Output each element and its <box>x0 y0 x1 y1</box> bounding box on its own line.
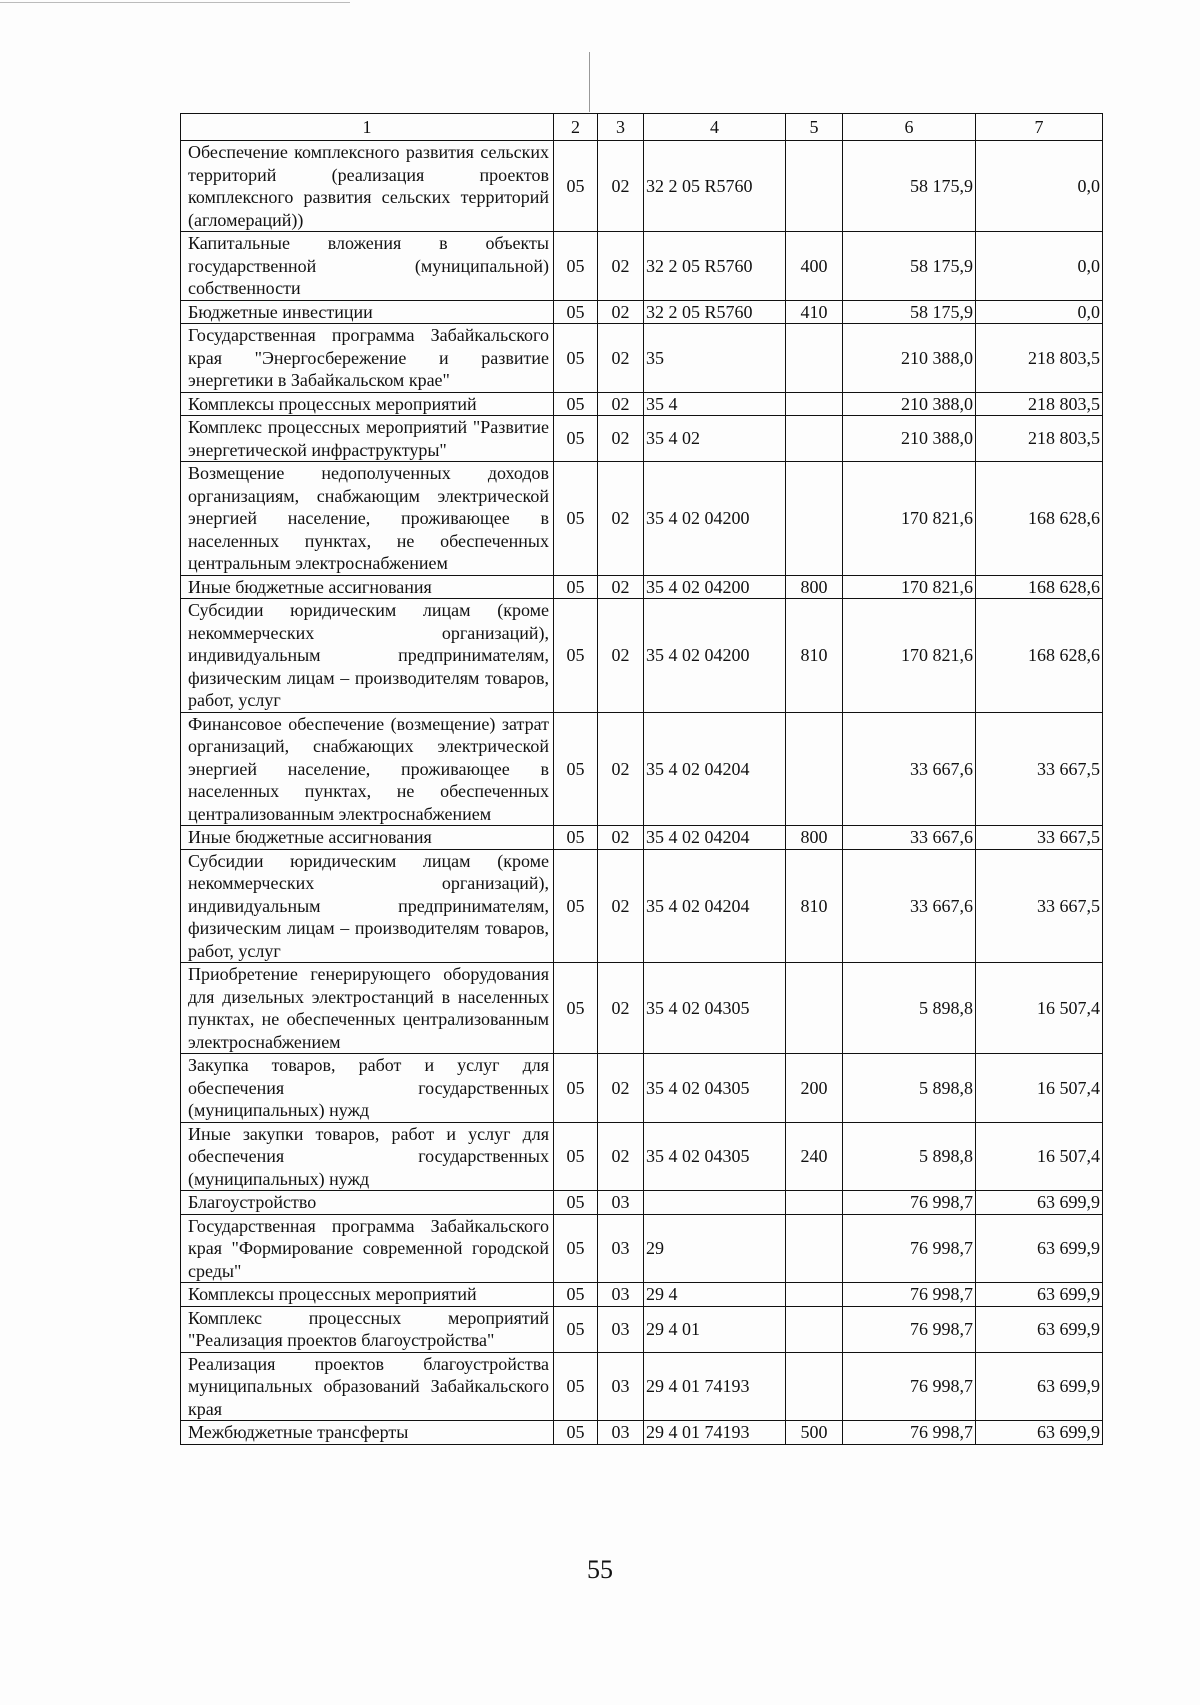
header-cell-4: 4 <box>644 114 786 141</box>
row-section-cell: 05 <box>554 1054 598 1123</box>
row-subsection-cell: 02 <box>598 826 644 850</box>
row-target-article-cell: 35 <box>644 324 786 393</box>
row-subsection-cell: 02 <box>598 1054 644 1123</box>
row-amount-year2-cell: 16 507,4 <box>976 963 1103 1054</box>
row-name-cell: Закупка товаров, работ и услуг для обеспечения государственных (муниципальных) нужд <box>181 1054 554 1123</box>
row-amount-year2-cell: 63 699,9 <box>976 1421 1103 1445</box>
row-expense-type-cell: 400 <box>786 232 843 301</box>
row-amount-year2-cell: 0,0 <box>976 232 1103 301</box>
row-target-article-cell: 29 <box>644 1214 786 1283</box>
row-amount-year2-cell: 63 699,9 <box>976 1214 1103 1283</box>
row-amount-year2-cell: 33 667,5 <box>976 849 1103 963</box>
header-cell-5: 5 <box>786 114 843 141</box>
row-name-cell: Государственная программа Забайкальского края "Энергосбережение и развитие энергетики в Забайкальском крае" <box>181 324 554 393</box>
row-expense-type-cell: 500 <box>786 1421 843 1445</box>
row-section-cell: 05 <box>554 575 598 599</box>
row-name-cell: Комплексы процессных мероприятий <box>181 392 554 416</box>
row-subsection-cell: 03 <box>598 1283 644 1307</box>
row-target-article-cell <box>644 1191 786 1215</box>
row-subsection-cell: 02 <box>598 849 644 963</box>
table-row <box>181 1054 1103 1123</box>
row-subsection-cell: 03 <box>598 1191 644 1215</box>
row-name-cell: Финансовое обеспечение (возмещение) затрат организаций, снабжающих электрической энергией население, проживающее в населенных пунктах, не обеспеченных централизованным электроснабжением <box>181 712 554 826</box>
row-name-cell: Обеспечение комплексного развития сельских территорий (реализация проектов комплексного развития сельских территорий (агломераций)) <box>181 141 554 232</box>
header-row <box>181 114 1103 141</box>
row-expense-type-cell <box>786 1283 843 1307</box>
row-section-cell: 05 <box>554 599 598 713</box>
row-amount-year2-cell: 63 699,9 <box>976 1352 1103 1421</box>
row-subsection-cell: 02 <box>598 392 644 416</box>
table-row <box>181 141 1103 232</box>
row-amount-year2-cell: 218 803,5 <box>976 392 1103 416</box>
row-amount-year1-cell: 76 998,7 <box>843 1421 976 1445</box>
row-name-cell: Государственная программа Забайкальского края "Формирование современной городской среды" <box>181 1214 554 1283</box>
row-subsection-cell: 03 <box>598 1306 644 1352</box>
row-section-cell: 05 <box>554 1421 598 1445</box>
row-amount-year1-cell: 210 388,0 <box>843 324 976 393</box>
row-section-cell: 05 <box>554 462 598 576</box>
row-amount-year2-cell: 168 628,6 <box>976 462 1103 576</box>
row-name-cell: Реализация проектов благоустройства муниципальных образований Забайкальского края <box>181 1352 554 1421</box>
row-expense-type-cell <box>786 416 843 462</box>
row-name-cell: Капитальные вложения в объекты государственной (муниципальной) собственности <box>181 232 554 301</box>
row-name-cell: Комплекс процессных мероприятий "Реализация проектов благоустройства" <box>181 1306 554 1352</box>
table-row <box>181 1306 1103 1352</box>
row-amount-year1-cell: 5 898,8 <box>843 963 976 1054</box>
row-expense-type-cell <box>786 392 843 416</box>
row-name-cell: Субсидии юридическим лицам (кроме некоммерческих организаций), индивидуальным предпринимателям, физическим лицам – производителям товаров, работ, услуг <box>181 849 554 963</box>
row-expense-type-cell: 240 <box>786 1122 843 1191</box>
table-row <box>181 575 1103 599</box>
row-amount-year1-cell: 58 175,9 <box>843 232 976 301</box>
table-row <box>181 416 1103 462</box>
row-name-cell: Приобретение генерирующего оборудования для дизельных электростанций в населенных пунктах, не обеспеченных централизованным электроснабжением <box>181 963 554 1054</box>
row-target-article-cell: 35 4 <box>644 392 786 416</box>
row-amount-year2-cell: 63 699,9 <box>976 1306 1103 1352</box>
row-amount-year1-cell: 58 175,9 <box>843 141 976 232</box>
row-target-article-cell: 35 4 02 04204 <box>644 826 786 850</box>
row-section-cell: 05 <box>554 1122 598 1191</box>
row-target-article-cell: 35 4 02 04204 <box>644 712 786 826</box>
row-section-cell: 05 <box>554 849 598 963</box>
row-expense-type-cell <box>786 141 843 232</box>
row-name-cell: Благоустройство <box>181 1191 554 1215</box>
table-row <box>181 232 1103 301</box>
row-subsection-cell: 02 <box>598 462 644 576</box>
row-amount-year1-cell: 170 821,6 <box>843 599 976 713</box>
table-row <box>181 1122 1103 1191</box>
row-subsection-cell: 02 <box>598 416 644 462</box>
row-amount-year1-cell: 76 998,7 <box>843 1283 976 1307</box>
row-section-cell: 05 <box>554 392 598 416</box>
scan-artifact-line <box>589 52 590 112</box>
row-amount-year1-cell: 33 667,6 <box>843 826 976 850</box>
row-amount-year1-cell: 76 998,7 <box>843 1191 976 1215</box>
row-expense-type-cell: 410 <box>786 300 843 324</box>
row-target-article-cell: 32 2 05 R5760 <box>644 300 786 324</box>
row-name-cell: Комплекс процессных мероприятий "Развитие энергетической инфраструктуры" <box>181 416 554 462</box>
row-amount-year1-cell: 210 388,0 <box>843 392 976 416</box>
row-subsection-cell: 02 <box>598 599 644 713</box>
row-name-cell: Возмещение недополученных доходов организациям, снабжающим электрической энергией население, проживающее в населенных пунктах, не обеспеченных центральным электроснабжением <box>181 462 554 576</box>
table-body <box>181 114 1103 1445</box>
row-target-article-cell: 35 4 02 04204 <box>644 849 786 963</box>
table-row <box>181 462 1103 576</box>
row-amount-year1-cell: 76 998,7 <box>843 1214 976 1283</box>
row-target-article-cell: 32 2 05 R5760 <box>644 232 786 301</box>
row-name-cell: Субсидии юридическим лицам (кроме некоммерческих организаций), индивидуальным предпринимателям, физическим лицам – производителям товаров, работ, услуг <box>181 599 554 713</box>
row-amount-year1-cell: 170 821,6 <box>843 575 976 599</box>
row-section-cell: 05 <box>554 1306 598 1352</box>
table-row <box>181 963 1103 1054</box>
table-row <box>181 1352 1103 1421</box>
row-amount-year1-cell: 76 998,7 <box>843 1306 976 1352</box>
row-expense-type-cell <box>786 1191 843 1215</box>
row-expense-type-cell <box>786 1306 843 1352</box>
row-section-cell: 05 <box>554 141 598 232</box>
row-target-article-cell: 29 4 <box>644 1283 786 1307</box>
row-expense-type-cell: 800 <box>786 826 843 850</box>
row-amount-year2-cell: 16 507,4 <box>976 1054 1103 1123</box>
row-amount-year1-cell: 58 175,9 <box>843 300 976 324</box>
table-row <box>181 826 1103 850</box>
row-subsection-cell: 02 <box>598 141 644 232</box>
row-amount-year2-cell: 168 628,6 <box>976 575 1103 599</box>
row-target-article-cell: 29 4 01 74193 <box>644 1352 786 1421</box>
row-section-cell: 05 <box>554 1283 598 1307</box>
row-amount-year1-cell: 33 667,6 <box>843 712 976 826</box>
table-row <box>181 599 1103 713</box>
row-subsection-cell: 02 <box>598 1122 644 1191</box>
row-section-cell: 05 <box>554 1214 598 1283</box>
row-subsection-cell: 02 <box>598 712 644 826</box>
row-section-cell: 05 <box>554 1191 598 1215</box>
row-target-article-cell: 35 4 02 04200 <box>644 599 786 713</box>
row-amount-year2-cell: 0,0 <box>976 300 1103 324</box>
row-target-article-cell: 35 4 02 <box>644 416 786 462</box>
row-name-cell: Иные бюджетные ассигнования <box>181 826 554 850</box>
scan-top-edge <box>0 2 350 3</box>
row-amount-year1-cell: 170 821,6 <box>843 462 976 576</box>
row-subsection-cell: 03 <box>598 1421 644 1445</box>
table-row <box>181 712 1103 826</box>
header-cell-7: 7 <box>976 114 1103 141</box>
table-row <box>181 1421 1103 1445</box>
row-expense-type-cell: 810 <box>786 599 843 713</box>
row-section-cell: 05 <box>554 712 598 826</box>
row-amount-year2-cell: 218 803,5 <box>976 416 1103 462</box>
row-subsection-cell: 02 <box>598 300 644 324</box>
header-cell-2: 2 <box>554 114 598 141</box>
row-subsection-cell: 02 <box>598 324 644 393</box>
row-expense-type-cell: 800 <box>786 575 843 599</box>
row-target-article-cell: 32 2 05 R5760 <box>644 141 786 232</box>
row-subsection-cell: 03 <box>598 1352 644 1421</box>
row-name-cell: Межбюджетные трансферты <box>181 1421 554 1445</box>
row-target-article-cell: 29 4 01 74193 <box>644 1421 786 1445</box>
row-amount-year2-cell: 218 803,5 <box>976 324 1103 393</box>
row-expense-type-cell: 810 <box>786 849 843 963</box>
row-amount-year2-cell: 16 507,4 <box>976 1122 1103 1191</box>
row-section-cell: 05 <box>554 232 598 301</box>
row-section-cell: 05 <box>554 963 598 1054</box>
table-row <box>181 1191 1103 1215</box>
table-row <box>181 1214 1103 1283</box>
row-subsection-cell: 02 <box>598 575 644 599</box>
row-section-cell: 05 <box>554 300 598 324</box>
row-amount-year1-cell: 33 667,6 <box>843 849 976 963</box>
row-amount-year2-cell: 63 699,9 <box>976 1191 1103 1215</box>
table-row <box>181 392 1103 416</box>
row-amount-year1-cell: 210 388,0 <box>843 416 976 462</box>
header-cell-6: 6 <box>843 114 976 141</box>
row-section-cell: 05 <box>554 416 598 462</box>
row-amount-year2-cell: 168 628,6 <box>976 599 1103 713</box>
header-cell-1: 1 <box>181 114 554 141</box>
row-amount-year2-cell: 33 667,5 <box>976 712 1103 826</box>
row-name-cell: Бюджетные инвестиции <box>181 300 554 324</box>
row-expense-type-cell: 200 <box>786 1054 843 1123</box>
budget-table <box>180 113 1103 1445</box>
row-expense-type-cell <box>786 462 843 576</box>
row-name-cell: Иные бюджетные ассигнования <box>181 575 554 599</box>
row-amount-year2-cell: 63 699,9 <box>976 1283 1103 1307</box>
row-target-article-cell: 35 4 02 04305 <box>644 1122 786 1191</box>
row-amount-year1-cell: 76 998,7 <box>843 1352 976 1421</box>
row-expense-type-cell <box>786 963 843 1054</box>
row-name-cell: Комплексы процессных мероприятий <box>181 1283 554 1307</box>
row-subsection-cell: 02 <box>598 963 644 1054</box>
page-number: 55 <box>587 1555 613 1584</box>
row-amount-year2-cell: 33 667,5 <box>976 826 1103 850</box>
row-expense-type-cell <box>786 1352 843 1421</box>
row-section-cell: 05 <box>554 324 598 393</box>
row-target-article-cell: 35 4 02 04200 <box>644 575 786 599</box>
table-row <box>181 324 1103 393</box>
table-row <box>181 849 1103 963</box>
row-section-cell: 05 <box>554 1352 598 1421</box>
row-expense-type-cell <box>786 324 843 393</box>
row-amount-year1-cell: 5 898,8 <box>843 1054 976 1123</box>
table-row <box>181 1283 1103 1307</box>
row-amount-year1-cell: 5 898,8 <box>843 1122 976 1191</box>
row-target-article-cell: 35 4 02 04200 <box>644 462 786 576</box>
row-target-article-cell: 29 4 01 <box>644 1306 786 1352</box>
row-expense-type-cell <box>786 712 843 826</box>
header-cell-3: 3 <box>598 114 644 141</box>
row-expense-type-cell <box>786 1214 843 1283</box>
row-amount-year2-cell: 0,0 <box>976 141 1103 232</box>
row-section-cell: 05 <box>554 826 598 850</box>
row-subsection-cell: 02 <box>598 232 644 301</box>
table-row <box>181 300 1103 324</box>
row-target-article-cell: 35 4 02 04305 <box>644 1054 786 1123</box>
row-target-article-cell: 35 4 02 04305 <box>644 963 786 1054</box>
row-name-cell: Иные закупки товаров, работ и услуг для обеспечения государственных (муниципальных) нужд <box>181 1122 554 1191</box>
row-subsection-cell: 03 <box>598 1214 644 1283</box>
